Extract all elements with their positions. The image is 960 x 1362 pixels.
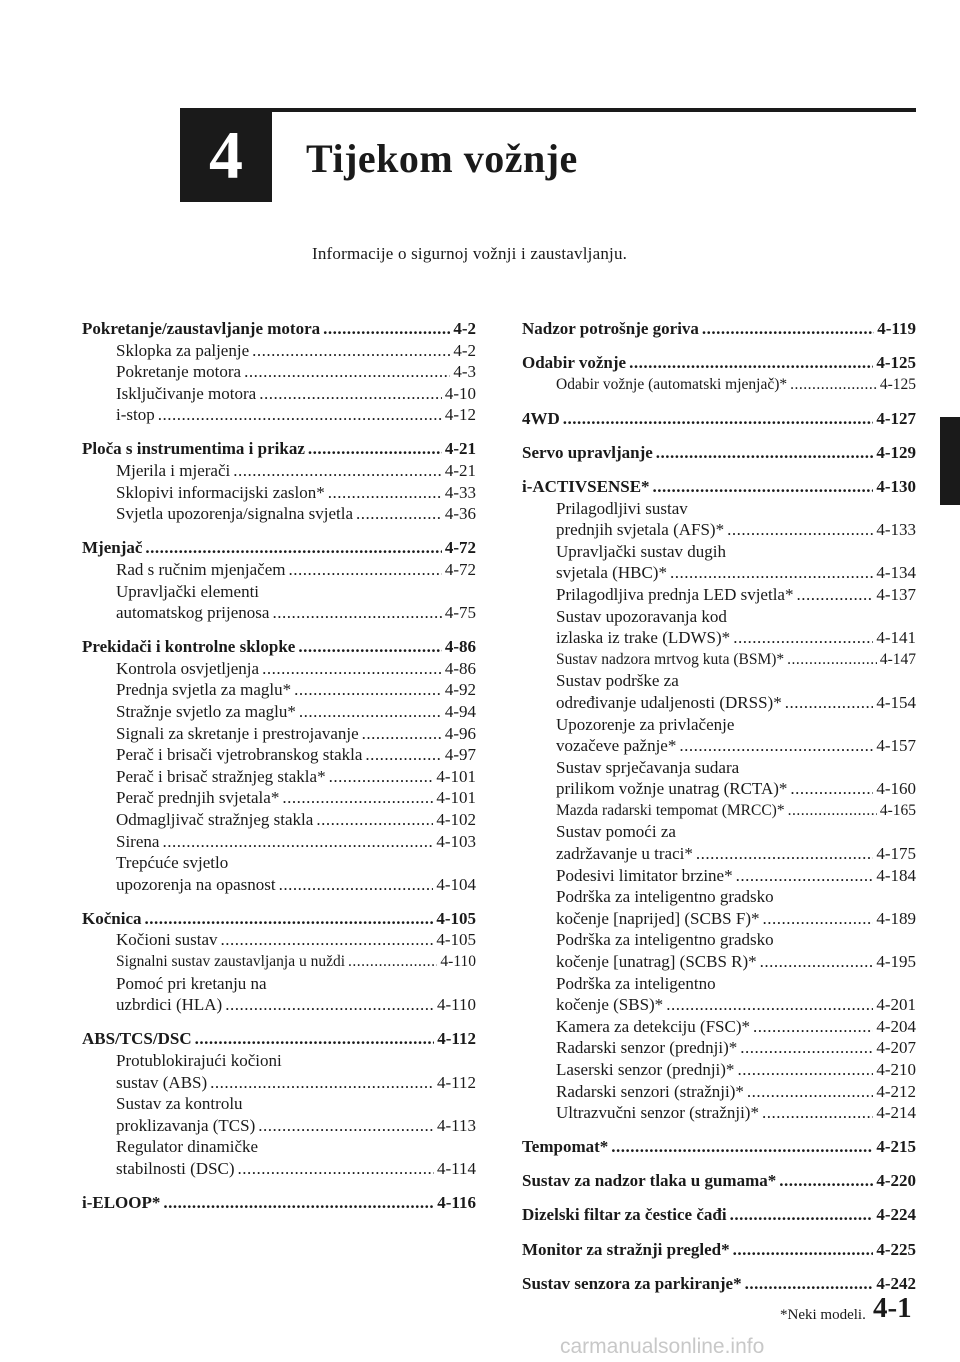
toc-subentry[interactable] <box>82 602 476 624</box>
toc-dot-leader <box>656 442 874 464</box>
toc-entry-page: 4-101 <box>436 788 476 808</box>
toc-entry-page: 4-36 <box>444 504 476 524</box>
toc-entry-page: 4-33 <box>444 482 476 502</box>
toc-subentry[interactable] <box>522 584 916 606</box>
toc-section-entry[interactable] <box>522 318 916 340</box>
toc-entry-page: 4-212 <box>876 1081 916 1101</box>
toc-dot-leader <box>308 438 442 460</box>
toc-entry-title: Isključivanje motora <box>116 383 257 403</box>
toc-dot-leader <box>727 519 873 541</box>
toc-group <box>522 1273 916 1295</box>
toc-group <box>82 438 476 524</box>
toc-dot-leader <box>195 1028 435 1050</box>
toc-subentry[interactable] <box>522 843 916 865</box>
chapter-thumb-tab <box>940 417 960 505</box>
toc-subentry[interactable] <box>82 994 476 1016</box>
toc-entry-page: 4-189 <box>876 908 916 928</box>
toc-entry-title: i-ACTIVSENSE* <box>522 476 650 496</box>
toc-dot-leader <box>348 951 437 973</box>
toc-entry-title: Mazda radarski tempomat (MRCC)* <box>556 801 785 819</box>
toc-entry-page: 4-157 <box>876 736 916 756</box>
toc-entry-title: Pokretanje/zaustavljanje motora <box>82 319 321 338</box>
toc-entry-title: Sirena <box>116 831 160 851</box>
toc-subentry[interactable] <box>82 831 476 853</box>
toc-dot-leader <box>365 744 441 766</box>
toc-group <box>522 352 916 395</box>
toc-entry-text-line: Podrška za inteligentno gradsko <box>556 930 774 950</box>
toc-group <box>522 442 916 464</box>
toc-dot-leader <box>702 318 874 340</box>
toc-dot-leader <box>356 503 442 525</box>
toc-entry-page: 4-119 <box>877 319 916 338</box>
toc-entry-title: Kočnica <box>82 908 142 928</box>
toc-dot-leader <box>696 843 873 865</box>
toc-dot-leader <box>785 692 874 714</box>
toc-entry-title: prednjih svjetala (AFS)* <box>556 520 725 540</box>
toc-entry-page: 4-112 <box>437 1029 476 1049</box>
toc-dot-leader <box>666 994 873 1016</box>
toc-entry-page: 4-207 <box>876 1038 916 1058</box>
toc-subentry[interactable] <box>522 800 916 822</box>
toc-entry-page: 4-104 <box>436 874 476 894</box>
toc-entry-title: Svjetla upozorenja/signalna svjetla <box>116 504 353 524</box>
toc-dot-leader <box>162 831 433 853</box>
toc-dot-leader <box>288 559 441 581</box>
toc-section-entry[interactable] <box>82 438 476 460</box>
toc-entry-title: Dizelski filtar za čestice čađi <box>522 1205 727 1225</box>
toc-entry-page: 4-97 <box>444 745 476 765</box>
toc-subentry[interactable] <box>522 778 916 800</box>
toc-dot-leader <box>670 562 873 584</box>
toc-group <box>522 476 916 1124</box>
toc-entry-page: 4-21 <box>444 439 476 459</box>
toc-subentry[interactable] <box>82 503 476 525</box>
toc-entry-title: zadržavanje u traci* <box>556 844 693 864</box>
toc-left-column <box>82 318 476 1226</box>
toc-entry-page: 4-184 <box>876 865 916 885</box>
toc-entry-title: Kamera za detekciju (FSC)* <box>556 1016 751 1036</box>
toc-entry-title: Tempomat* <box>522 1137 609 1157</box>
toc-entry-page: 4-105 <box>436 908 476 928</box>
toc-entry-title: Perač i brisači vjetrobranskog stakla <box>116 745 363 765</box>
toc-entry-title: kočenje [unatrag] (SCBS R)* <box>556 952 757 972</box>
toc-entry-title: određivanje udaljenosti (DRSS)* <box>556 692 782 712</box>
toc-entry-text-line: Upozorenje za privlačenje <box>556 714 735 734</box>
toc-group <box>522 1239 916 1261</box>
toc-entry-page: 4-165 <box>879 801 916 819</box>
page-number: 4-1 <box>873 1292 912 1324</box>
toc-dot-leader <box>316 809 433 831</box>
toc-entry-title: Mjenjač <box>82 538 143 558</box>
toc-entry-title: Radarski senzori (stražnji)* <box>556 1081 744 1101</box>
toc-entry-text-line: Sustav sprječavanja sudara <box>556 757 740 777</box>
toc-entry-title: Sustav za nadzor tlaka u gumama* <box>522 1171 777 1191</box>
toc-entry-page: 4-225 <box>876 1239 916 1259</box>
toc-subentry[interactable] <box>522 994 916 1016</box>
toc-entry-title: stabilnosti (DSC) <box>116 1158 235 1178</box>
toc-section-entry[interactable] <box>522 1136 916 1158</box>
toc-subentry[interactable] <box>522 951 916 973</box>
toc-entry-title: Prilagodljiva prednja LED svjetla* <box>556 584 794 604</box>
toc-entry-text-line: Upravljački elementi <box>116 581 260 601</box>
toc-dot-leader <box>252 340 450 362</box>
toc-entry-text-line: Sustav za kontrolu <box>116 1094 243 1114</box>
toc-entry-page: 4-214 <box>876 1103 916 1123</box>
toc-entry-title: Servo upravljanje <box>522 442 653 462</box>
toc-section-entry[interactable] <box>522 1239 916 1261</box>
toc-entry-page: 4-125 <box>879 375 916 393</box>
toc-section-entry[interactable] <box>82 318 476 340</box>
toc-dot-leader <box>329 766 434 788</box>
header-rule <box>180 108 916 112</box>
toc-subentry[interactable] <box>522 1037 916 1059</box>
toc-group <box>522 1204 916 1226</box>
toc-entry-page: 4-12 <box>444 405 476 425</box>
toc-entry-title: i-ELOOP* <box>82 1192 161 1212</box>
toc-entry-title: Nadzor potrošnje goriva <box>522 319 699 338</box>
toc-entry-title: ABS/TCS/DSC <box>82 1029 192 1049</box>
toc-entry-title: sustav (ABS) <box>116 1072 208 1092</box>
toc-subentry[interactable] <box>82 383 476 405</box>
toc-subentry[interactable] <box>82 340 476 362</box>
chapter-number: 4 <box>209 116 243 193</box>
toc-entry-title: Sustav nadzora mrtvog kuta (BSM)* <box>556 650 785 668</box>
toc-entry-title: kočenje (SBS)* <box>556 995 664 1015</box>
toc-section-entry[interactable] <box>82 1192 476 1214</box>
toc-entry-page: 4-195 <box>876 952 916 972</box>
toc-entry-page: 4-141 <box>876 628 916 648</box>
toc-dot-leader <box>225 994 434 1016</box>
toc-dot-leader <box>298 636 442 658</box>
toc-subentry[interactable] <box>82 679 476 701</box>
toc-dot-leader <box>740 1037 873 1059</box>
toc-subentry[interactable] <box>82 1158 476 1180</box>
toc-entry-title: Ploča s instrumentima i prikaz <box>82 439 305 459</box>
toc-entry-page: 4-102 <box>436 809 476 829</box>
toc-subentry[interactable] <box>522 374 916 396</box>
toc-entry-title: Signali za skretanje i prestrojavanje <box>116 723 359 743</box>
toc-entry-page: 4-72 <box>444 538 476 558</box>
toc-entry-title: automatskog prijenosa <box>116 603 270 623</box>
toc-group <box>82 1192 476 1214</box>
toc-section-entry[interactable] <box>522 1273 916 1295</box>
toc-entry-page: 4-86 <box>444 637 476 657</box>
toc-dot-leader <box>733 627 873 649</box>
toc-entry-page: 4-94 <box>444 702 476 721</box>
toc-dot-leader <box>653 476 874 498</box>
toc-dot-leader <box>747 1081 873 1103</box>
toc-entry-title: Rad s ručnim mjenjačem <box>116 559 286 579</box>
toc-subentry[interactable] <box>522 1059 916 1081</box>
toc-entry-page: 4-125 <box>876 353 916 373</box>
toc-entry-title: Mjerila i mjerači <box>116 461 231 481</box>
toc-subentry[interactable] <box>82 658 476 680</box>
watermark: carmanualsonline.info <box>560 1335 765 1358</box>
toc-entry-title: Podesivi limitator brzine* <box>556 865 733 885</box>
toc-entry-text-line: Protublokirajući kočioni <box>116 1050 282 1070</box>
toc-entry-title: Laserski senzor (prednji)* <box>556 1060 735 1079</box>
toc-subentry[interactable] <box>522 908 916 930</box>
toc-entry-page: 4-116 <box>437 1192 476 1212</box>
toc-subentry[interactable] <box>82 787 476 809</box>
toc-entry-page: 4-103 <box>436 831 476 851</box>
toc-entry-page: 4-220 <box>876 1171 916 1191</box>
chapter-subtitle: Informacije o sigurnoj vožnji i zaustavljanju. <box>312 244 628 263</box>
toc-entry-text-line: Prilagodljivi sustav <box>556 498 688 518</box>
toc-entry-text-line: Upravljački sustav dugih <box>556 541 726 561</box>
toc-entry-page: 4-130 <box>876 476 916 496</box>
toc-section-entry[interactable] <box>522 1170 916 1192</box>
toc-dot-leader <box>760 951 874 973</box>
toc-entry-title: Signalni sustav zaustavljanja u nuždi <box>116 953 346 971</box>
toc-dot-leader <box>737 1059 873 1081</box>
chapter-number-box <box>180 108 272 202</box>
toc-entry-page: 4-75 <box>444 603 476 623</box>
toc-dot-leader <box>145 908 434 930</box>
toc-section-entry[interactable] <box>82 908 476 930</box>
toc-entry-page: 4-154 <box>876 692 916 712</box>
toc-subentry[interactable] <box>82 951 476 973</box>
toc-entry-page: 4-201 <box>876 995 916 1015</box>
toc-subentry[interactable] <box>82 744 476 766</box>
toc-entry-page: 4-129 <box>876 442 916 462</box>
toc-entry-page: 4-242 <box>876 1273 916 1293</box>
toc-entry-title: Perač prednjih svjetala* <box>116 788 280 808</box>
toc-entry-title: Pokretanje motora <box>116 362 242 382</box>
toc-entry-page: 4-114 <box>436 1158 476 1178</box>
toc-dot-leader <box>763 908 874 930</box>
toc-subentry[interactable] <box>522 735 916 757</box>
toc-dot-leader <box>282 787 433 809</box>
toc-dot-leader <box>730 1204 874 1226</box>
toc-subentry[interactable] <box>522 1081 916 1103</box>
toc-dot-leader <box>629 352 873 374</box>
toc-dot-leader <box>259 383 442 405</box>
toc-section-entry[interactable] <box>522 1204 916 1226</box>
toc-entry-title: Sklopka za paljenje <box>116 340 250 360</box>
toc-subentry[interactable] <box>522 627 916 649</box>
toc-entry-page: 4-101 <box>436 766 476 786</box>
chapter-title: Tijekom vožnje <box>306 136 578 181</box>
toc-dot-leader <box>262 658 442 680</box>
toc-entry-title: Odmagljivač stražnjeg stakla <box>116 809 314 829</box>
toc-entry-title: Prekidači i kontrolne sklopke <box>82 637 296 657</box>
toc-entry-title: uzbrdici (HLA) <box>116 995 223 1015</box>
toc-entry-text-line: Podrška za inteligentno gradsko <box>556 887 774 907</box>
toc-subentry[interactable] <box>82 361 476 383</box>
toc-entry-page: 4-215 <box>876 1137 916 1157</box>
toc-dot-leader <box>279 874 434 896</box>
toc-entry-title: prilikom vožnje unatrag (RCTA)* <box>556 779 788 799</box>
toc-group <box>522 408 916 430</box>
toc-subentry[interactable] <box>82 1115 476 1137</box>
toc-entry-page: 4-160 <box>876 779 916 799</box>
toc-dot-leader <box>779 1170 873 1192</box>
toc-entry-title: vozačeve pažnje* <box>556 736 677 756</box>
toc-group <box>82 908 476 1016</box>
toc-entry-page: 4-2 <box>453 340 476 360</box>
toc-dot-leader <box>145 537 441 559</box>
toc-entry-page: 4-204 <box>876 1016 916 1036</box>
toc-group <box>82 537 476 623</box>
toc-subentry[interactable] <box>522 865 916 887</box>
toc-entry-text-line: Regulator dinamičke <box>116 1137 259 1157</box>
toc-dot-leader <box>796 584 873 606</box>
toc-dot-leader <box>787 649 877 671</box>
toc-entry-page: 4-105 <box>436 930 476 950</box>
toc-entry-title: upozorenja na opasnost <box>116 874 276 894</box>
toc-section-entry[interactable] <box>82 636 476 658</box>
toc-entry-page: 4-127 <box>876 408 916 428</box>
toc-dot-leader <box>294 679 442 701</box>
toc-entry-title: izlaska iz trake (LDWS)* <box>556 628 731 648</box>
toc-subentry[interactable] <box>82 1072 476 1094</box>
toc-entry-title: Sklopivi informacijski zaslon* <box>116 482 325 502</box>
toc-entry-title: Sustav senzora za parkiranje* <box>522 1273 742 1293</box>
toc-group <box>522 318 916 340</box>
toc-dot-leader <box>328 482 442 504</box>
toc-entry-title: Odabir vožnje <box>522 353 627 373</box>
toc-entry-title: Odabir vožnje (automatski mjenjač)* <box>556 375 788 393</box>
toc-dot-leader <box>258 1115 434 1137</box>
toc-section-entry[interactable] <box>82 537 476 559</box>
toc-dot-leader <box>221 929 434 951</box>
toc-group <box>522 1170 916 1192</box>
toc-dot-leader <box>299 701 442 723</box>
toc-right-column <box>522 318 916 1307</box>
toc-entry-title: Perač i brisač stražnjeg stakla* <box>116 766 326 786</box>
toc-dot-leader <box>238 1158 434 1180</box>
toc-entry-page: 4-133 <box>876 520 916 540</box>
toc-entry-title: kočenje [naprijed] (SCBS F)* <box>556 908 760 928</box>
toc-subentry[interactable] <box>82 701 476 723</box>
toc-entry-page: 4-113 <box>436 1115 476 1135</box>
toc-group <box>82 1028 476 1179</box>
toc-entry-title: proklizavanja (TCS) <box>116 1115 256 1135</box>
toc-dot-leader <box>272 602 441 624</box>
footnote-some-models: *Neki modeli. <box>780 1307 866 1323</box>
toc-entry-title: Kočioni sustav <box>116 930 218 950</box>
toc-dot-leader <box>790 778 873 800</box>
toc-dot-leader <box>158 404 442 426</box>
toc-subentry[interactable] <box>522 692 916 714</box>
toc-dot-leader <box>563 408 874 430</box>
toc-entry-text-line: Sustav pomoći za <box>556 822 676 842</box>
toc-dot-leader <box>233 460 442 482</box>
toc-subentry[interactable] <box>82 766 476 788</box>
toc-section-entry[interactable] <box>82 1028 476 1050</box>
toc-subentry[interactable] <box>522 1102 916 1124</box>
toc-entry-page: 4-3 <box>453 362 476 382</box>
toc-entry-page: 4-147 <box>879 650 916 668</box>
toc-group <box>82 636 476 895</box>
toc-entry-title: Radarski senzor (prednji)* <box>556 1038 738 1058</box>
toc-subentry[interactable] <box>82 874 476 896</box>
toc-entry-page: 4-92 <box>444 680 476 700</box>
toc-entry-page: 4-112 <box>436 1072 476 1092</box>
toc-entry-title: Monitor za stražnji pregled* <box>522 1239 730 1259</box>
toc-entry-text-line: Sustav upozoravanja kod <box>556 606 727 626</box>
toc-subentry[interactable] <box>82 559 476 581</box>
toc-subentry[interactable] <box>82 929 476 951</box>
toc-entry-page: 4-134 <box>876 563 916 583</box>
toc-group <box>522 1136 916 1158</box>
toc-entry-title: i-stop <box>116 405 155 425</box>
toc-subentry[interactable] <box>82 482 476 504</box>
toc-dot-leader <box>762 1102 873 1124</box>
toc-subentry[interactable] <box>522 1016 916 1038</box>
toc-entry-title: Stražnje svjetlo za maglu* <box>116 702 296 721</box>
toc-dot-leader <box>244 361 450 383</box>
toc-entry-title: Prednja svjetla za maglu* <box>116 680 292 700</box>
toc-dot-leader <box>362 723 442 745</box>
toc-subentry[interactable] <box>82 723 476 745</box>
toc-subentry[interactable] <box>522 519 916 541</box>
toc-entry-title: svjetala (HBC)* <box>556 563 667 583</box>
toc-dot-leader <box>210 1072 434 1094</box>
toc-section-entry[interactable] <box>522 352 916 374</box>
toc-entry-page: 4-21 <box>444 461 476 481</box>
toc-subentry[interactable] <box>82 404 476 426</box>
toc-dot-leader <box>733 1239 874 1261</box>
toc-dot-leader <box>753 1016 873 1038</box>
toc-dot-leader <box>323 318 450 340</box>
toc-subentry[interactable] <box>82 809 476 831</box>
toc-dot-leader <box>745 1273 874 1295</box>
toc-dot-leader <box>788 800 877 822</box>
toc-entry-title: Kontrola osvjetljenja <box>116 658 260 678</box>
toc-dot-leader <box>611 1136 873 1158</box>
toc-dot-leader <box>163 1192 434 1214</box>
toc-entry-title: 4WD <box>522 408 560 428</box>
toc-dot-leader <box>679 735 873 757</box>
toc-section-entry[interactable] <box>522 476 916 498</box>
toc-section-entry[interactable] <box>522 408 916 430</box>
toc-entry-page: 4-224 <box>876 1205 916 1225</box>
toc-entry-page: 4-96 <box>444 723 476 743</box>
toc-entry-text-line: Sustav podrške za <box>556 671 679 691</box>
toc-entry-text-line: Podrška za inteligentno <box>556 973 716 993</box>
toc-entry-page: 4-110 <box>436 995 476 1015</box>
toc-entry-page: 4-2 <box>453 319 476 338</box>
toc-entry-title: Ultrazvučni senzor (stražnji)* <box>556 1103 759 1123</box>
toc-entry-page: 4-72 <box>444 559 476 579</box>
toc-entry-page: 4-110 <box>440 953 476 971</box>
toc-entry-page: 4-210 <box>876 1060 916 1079</box>
toc-entry-text-line: Trepćuće svjetlo <box>116 853 229 873</box>
toc-group <box>82 318 476 426</box>
toc-entry-text-line: Pomoć pri kretanju na <box>116 973 267 993</box>
toc-subentry[interactable] <box>82 460 476 482</box>
toc-dot-leader <box>736 865 874 887</box>
toc-entry-page: 4-137 <box>876 584 916 604</box>
toc-section-entry[interactable] <box>522 442 916 464</box>
toc-subentry[interactable] <box>522 562 916 584</box>
toc-subentry[interactable] <box>522 649 916 671</box>
toc-entry-page: 4-175 <box>876 844 916 864</box>
toc-dot-leader <box>790 374 877 396</box>
toc-entry-page: 4-86 <box>444 658 476 678</box>
toc-entry-page: 4-10 <box>444 383 476 403</box>
